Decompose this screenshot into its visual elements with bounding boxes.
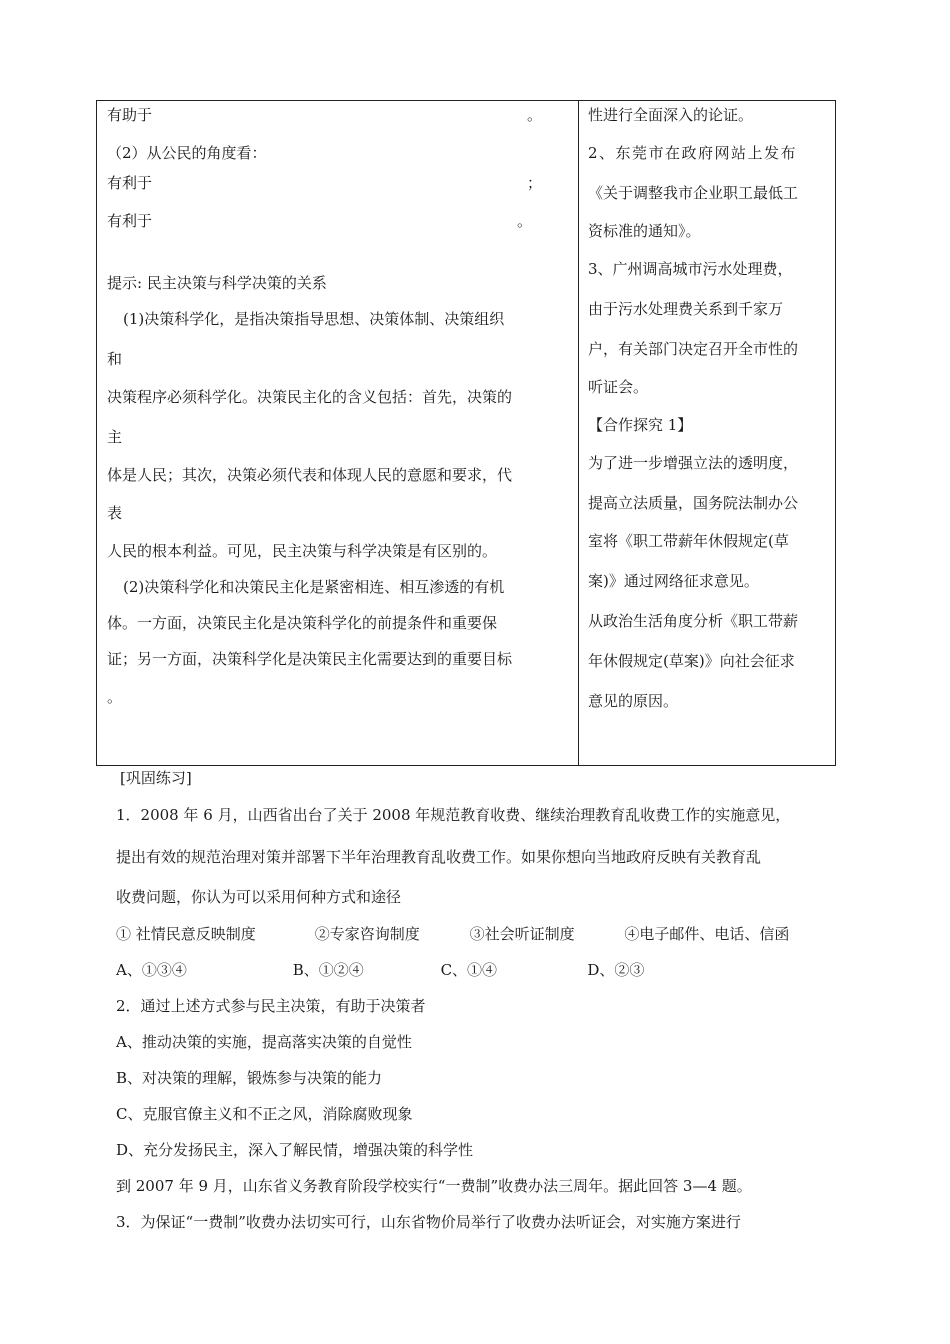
- blank-end-mark: 。: [517, 212, 533, 230]
- practice-heading: [巩固练习]: [120, 769, 192, 787]
- right-line-2: 2、东莞市在政府网站上发布: [588, 144, 798, 162]
- question-3: 3．为保证“一费制”收费办法切实可行，山东省物价局举行了收费办法听证会，对实施方案进行: [116, 1213, 741, 1231]
- question-2-option-d: D、充分发扬民主，深入了解民情，增强决策的科学性: [116, 1141, 474, 1159]
- left-line-1: [107, 105, 543, 125]
- blank-prompt: 有利于: [107, 212, 153, 230]
- right-line-12: 室将《职工带薪年休假规定(草: [588, 532, 789, 550]
- para1-line-7: 人民的根本利益。可见，民主决策与科学决策是有区别的。: [107, 542, 498, 560]
- section-heading: 【合作探究 1】: [588, 416, 693, 434]
- right-line-6: 由于污水处理费关系到千家万: [588, 300, 784, 318]
- option-4: ④电子邮件、电话、信函: [624, 925, 790, 943]
- right-line-3: 《关于调整我市企业职工最低工: [588, 184, 799, 202]
- para2-line-1: (2)决策科学化和决策民主化是紧密相连、相互渗透的有机: [123, 578, 505, 596]
- question-1-line-1: 1．2008 年 6 月，山西省出台了关于 2008 年规范教育收费、继续治理教育乱收费工作的实施意见，: [116, 806, 791, 824]
- right-line-15: 年休假规定(草案)》向社会征求: [588, 652, 795, 670]
- intro-questions-3-4: 到 2007 年 9 月，山东省义务教育阶段学校实行“一费制”收费办法三周年。据此回答 3—4 题。: [116, 1177, 752, 1195]
- para2-line-2: 体。一方面，决策民主化是决策科学化的前提条件和重要保: [107, 614, 498, 632]
- question-2: 2．通过上述方式参与民主决策，有助于决策者: [116, 997, 426, 1015]
- blank-prompt: 有助于: [107, 106, 153, 124]
- question-1-line-3: 收费问题，你认为可以采用何种方式和途径: [116, 888, 402, 906]
- right-line-5: 3、广州调高城市污水处理费，: [588, 260, 793, 278]
- para1-line-3: 决策程序必须科学化。决策民主化的含义包括：首先，决策的: [107, 388, 513, 406]
- answer-d: D、②③: [587, 961, 645, 979]
- question-2-option-b: B、对决策的理解，锻炼参与决策的能力: [116, 1069, 383, 1087]
- option-2: ②专家咨询制度: [314, 925, 420, 943]
- column-divider: [578, 101, 579, 765]
- para1-line-1: (1)决策科学化，是指决策指导思想、决策体制、决策组织: [123, 310, 505, 328]
- right-line-1: 性进行全面深入的论证。: [588, 106, 754, 124]
- option-1: ① 社情民意反映制度: [116, 925, 256, 943]
- para2-line-4: 。: [107, 688, 123, 706]
- right-line-11: 提高立法质量，国务院法制办公: [588, 494, 799, 512]
- left-line-4: [107, 211, 533, 231]
- para2-line-3: 证；另一方面，决策科学化是决策民主化需要达到的重要目标: [107, 650, 513, 668]
- right-line-13: 案)》通过网络征求意见。: [588, 572, 759, 590]
- option-3: ③社会听证制度: [469, 925, 575, 943]
- para1-line-6: 表: [107, 504, 123, 522]
- question-2-option-a: A、推动决策的实施，提高落实决策的自觉性: [116, 1033, 412, 1051]
- question-1-options: [116, 924, 789, 944]
- right-line-10: 为了进一步增强立法的透明度，: [588, 454, 799, 472]
- blank-end-mark: ；: [527, 174, 543, 192]
- answer-b: B、①②④: [292, 961, 364, 979]
- answer-a: A、①③④: [116, 961, 187, 979]
- question-2-option-c: C、克服官僚主义和不正之风，消除腐败现象: [116, 1105, 413, 1123]
- blank-end-mark: 。: [527, 106, 543, 124]
- left-line-2: （2）从公民的角度看：: [107, 144, 267, 162]
- hint-heading: 提示: 民主决策与科学决策的关系: [107, 274, 327, 292]
- right-line-16: 意见的原因。: [588, 692, 679, 710]
- answer-c: C、①④: [440, 961, 498, 979]
- right-line-8: 听证会。: [588, 378, 649, 396]
- right-line-4: 资标准的通知》。: [588, 222, 701, 240]
- right-line-14: 从政治生活角度分析《职工带薪: [588, 612, 799, 630]
- para1-line-2: 和: [107, 350, 123, 368]
- right-line-7: 户，有关部门决定召开全市性的: [588, 340, 799, 358]
- blank-prompt: 有利于: [107, 174, 153, 192]
- question-1-line-2: 提出有效的规范治理对策并部署下半年治理教育乱收费工作。如果你想向当地政府反映有关教育乱: [116, 848, 762, 866]
- content-table: [96, 100, 836, 766]
- left-line-3: [107, 173, 543, 193]
- question-1-answers: [116, 960, 644, 980]
- para1-line-4: 主: [107, 428, 123, 446]
- para1-line-5: 体是人民；其次，决策必须代表和体现人民的意愿和要求，代: [107, 466, 513, 484]
